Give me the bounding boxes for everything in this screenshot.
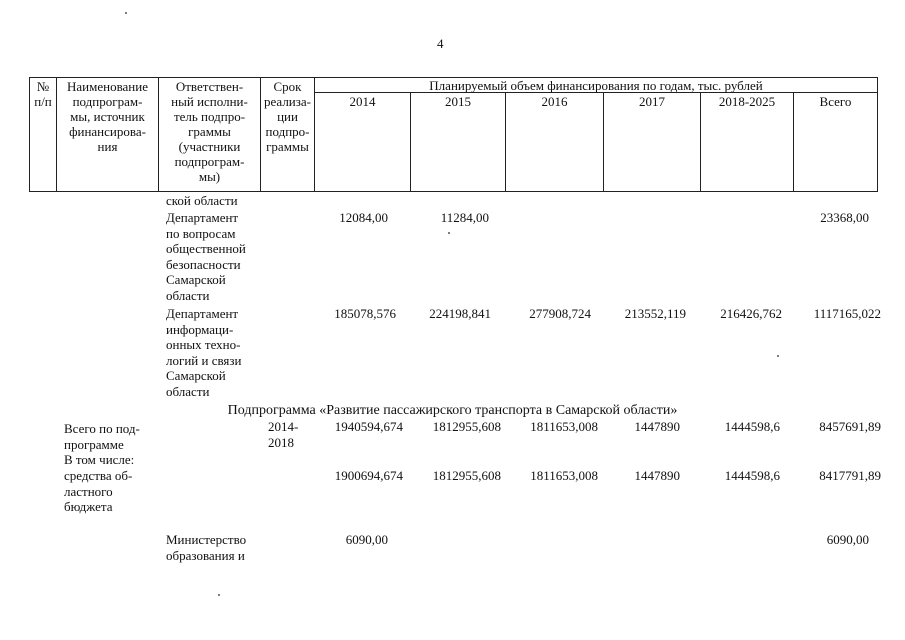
cell-2014: 1940594,674	[334, 419, 403, 434]
header-total: Всего	[819, 94, 852, 109]
header-name: Наименование подпрограм- мы, источник финансирова- ния	[67, 79, 148, 154]
header-term: Срок реализа- ции подпро- граммы	[264, 79, 311, 154]
cell-2017: 1447890	[634, 468, 680, 483]
cell-2015: 11284,00	[440, 210, 489, 225]
row-responsible: Министерство образования и	[166, 532, 247, 563]
header-year-2018-2025: 2018-2025	[718, 94, 776, 109]
row-name: Всего по под- программе	[64, 421, 140, 452]
cell-2017: 1447890	[634, 419, 680, 434]
cell-total: 6090,00	[826, 532, 869, 547]
page-number: 4	[437, 36, 444, 51]
table-border-right	[877, 77, 878, 192]
cell-2015: 1812955,608	[432, 419, 501, 434]
header-year-2017: 2017	[639, 94, 665, 109]
scan-speck	[125, 12, 127, 14]
subprogram-title: Подпрограмма «Развитие пассажирского транспорта в Самарской области»	[227, 403, 678, 418]
cell-2018-2025: 216426,762	[720, 306, 782, 321]
cell-2016: 1811653,008	[530, 419, 598, 434]
row-responsible: Департамент информаци- онных техно- логий и связи Самарской области	[166, 306, 242, 399]
cell-2015: 1812955,608	[432, 468, 501, 483]
row-term: 2014- 2018	[268, 419, 299, 450]
row-name-prefix: В том числе:	[64, 452, 135, 467]
header-number: № п/п	[34, 79, 52, 109]
header-year-2016: 2016	[541, 94, 568, 109]
header-funding-plan: Планируемый объем финансирования по годам, тыс. рублей	[429, 78, 763, 93]
header-year-2014: 2014	[349, 94, 376, 109]
cell-2015: 224198,841	[429, 306, 491, 321]
row-responsible: Департамент по вопросам общественной безопасности Самарской области	[166, 210, 246, 303]
header-year-2015: 2015	[445, 94, 471, 109]
header-responsible: Ответствен- ный исполни- тель подпро- граммы (участники подпрограм- мы)	[171, 79, 248, 184]
cell-2014: 185078,576	[334, 306, 396, 321]
row-name: средства об- ластного бюджета	[64, 468, 133, 514]
cell-2016: 277908,724	[529, 306, 591, 321]
scan-speck	[448, 232, 450, 234]
cell-2016: 1811653,008	[530, 468, 598, 483]
cell-2014: 12084,00	[339, 210, 388, 225]
row-responsible-continued: ской области	[166, 193, 238, 208]
table-header-bottom	[29, 191, 878, 192]
cell-total: 8417791,89	[819, 468, 881, 483]
scan-speck	[218, 594, 220, 596]
scan-speck	[777, 355, 779, 357]
cell-total: 1117165,022	[813, 306, 881, 321]
cell-2014: 1900694,674	[334, 468, 403, 483]
cell-2014: 6090,00	[345, 532, 388, 547]
cell-2018-2025: 1444598,6	[724, 468, 780, 483]
cell-2018-2025: 1444598,6	[724, 419, 780, 434]
cell-total: 8457691,89	[819, 419, 881, 434]
cell-2017: 213552,119	[624, 306, 686, 321]
cell-total: 23368,00	[820, 210, 869, 225]
